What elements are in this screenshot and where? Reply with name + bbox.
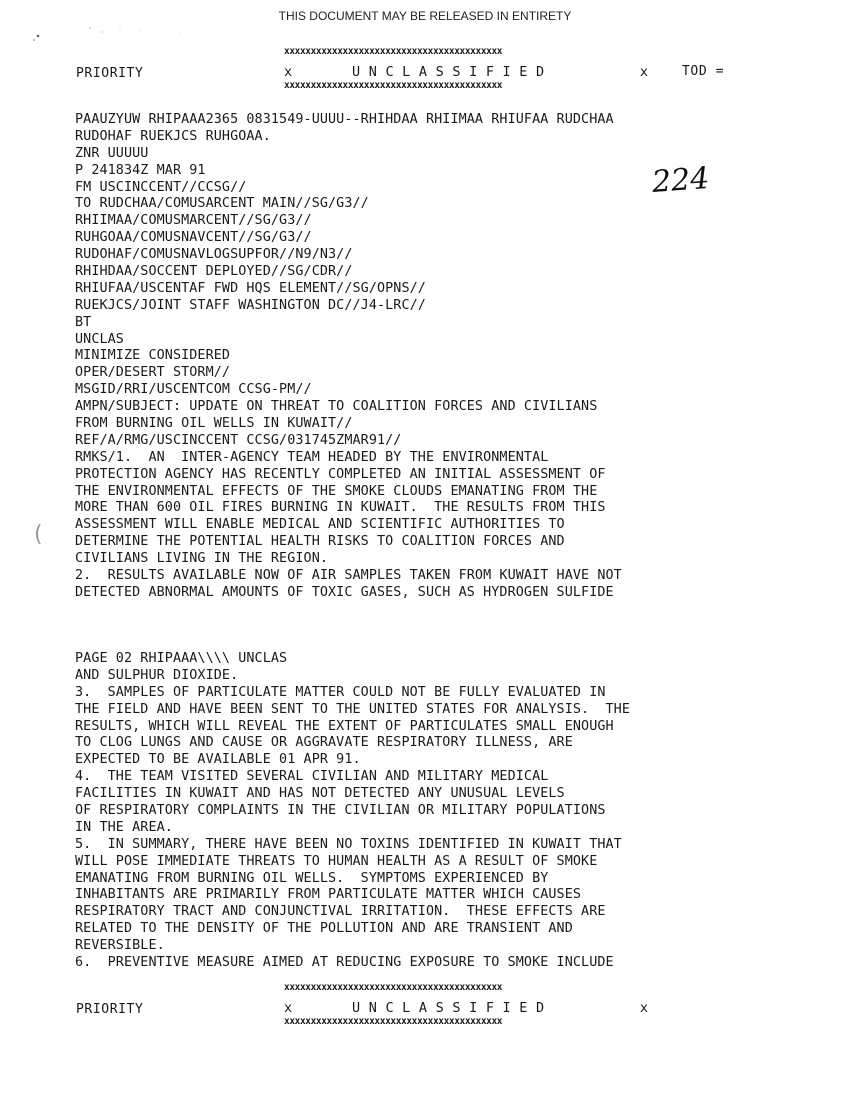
- header-priority: PRIORITY: [76, 66, 144, 81]
- message-line: INHABITANTS ARE PRIMARILY FROM PARTICULATE MATTER WHICH CAUSES: [75, 887, 582, 903]
- message-line: REF/A/RMG/USCINCCENT CCSG/031745ZMAR91//: [75, 432, 402, 448]
- footer-star-right: x: [639, 1000, 648, 1016]
- message-line: MINIMIZE CONSIDERED: [75, 348, 231, 364]
- message-line: THE FIELD AND HAVE BEEN SENT TO THE UNITED STATES FOR ANALYSIS. THE: [75, 701, 631, 717]
- header-banner: [0, 46, 850, 106]
- handwritten-page-number: 224: [650, 161, 711, 200]
- scan-bracket-mark: (: [34, 522, 43, 547]
- footer-banner: [0, 982, 850, 1042]
- message-line: RELATED TO THE DENSITY OF THE POLLUTION AND ARE TRANSIENT AND: [75, 921, 573, 937]
- message-line: CIVILIANS LIVING IN THE REGION.: [75, 551, 329, 567]
- message-line: FM USCINCCENT//CCSG//: [75, 179, 247, 195]
- message-line: RUDOHAF RUEKJCS RUHGOAA.: [75, 128, 271, 144]
- message-line: RHIUFAA/USCENTAF FWD HQS ELEMENT//SG/OPNS//: [75, 280, 426, 296]
- message-line: 3. SAMPLES OF PARTICULATE MATTER COULD NOT BE FULLY EVALUATED IN: [75, 684, 606, 700]
- footer-classification: UNCLASSIFIED: [352, 1000, 553, 1016]
- message-line: OF RESPIRATORY COMPLAINTS IN THE CIVILIAN OR MILITARY POPULATIONS: [75, 803, 606, 819]
- message-line: MORE THAN 600 OIL FIRES BURNING IN KUWAIT. THE RESULTS FROM THIS: [75, 500, 606, 516]
- message-page-2: [75, 651, 775, 972]
- message-line: RMKS/1. AN INTER-AGENCY TEAM HEADED BY THE ENVIRONMENTAL: [75, 449, 549, 465]
- message-line: PAAUZYUW RHIPAAA2365 0831549-UUUU--RHIHDAA RHIIMAA RHIUFAA RUDCHAA: [75, 112, 614, 127]
- message-line: 5. IN SUMMARY, THERE HAVE BEEN NO TOXINS IDENTIFIED IN KUWAIT THAT: [75, 836, 622, 852]
- footer-star-left: x: [284, 1000, 293, 1016]
- message-line: IN THE AREA.: [75, 819, 173, 835]
- footer-priority: PRIORITY: [76, 1002, 144, 1017]
- message-line: RHIHDAA/SOCCENT DEPLOYED//SG/CDR//: [75, 264, 353, 280]
- message-line: OPER/DESERT STORM//: [75, 365, 231, 381]
- message-line: RUHGOAA/COMUSNAVCENT//SG/G3//: [75, 230, 312, 246]
- message-line: AMPN/SUBJECT: UPDATE ON THREAT TO COALITION FORCES AND CIVILIANS: [75, 399, 598, 415]
- message-line: PAGE 02 RHIPAAA\\\\ UNCLAS: [75, 651, 288, 666]
- message-line: FACILITIES IN KUWAIT AND HAS NOT DETECTED ANY UNUSUAL LEVELS: [75, 786, 565, 802]
- message-line: BT: [75, 314, 92, 330]
- message-line: 2. RESULTS AVAILABLE NOW OF AIR SAMPLES TAKEN FROM KUWAIT HAVE NOT: [75, 568, 622, 584]
- message-line: EXPECTED TO BE AVAILABLE 01 APR 91.: [75, 752, 361, 768]
- message-line: RESULTS, WHICH WILL REVEAL THE EXTENT OF PARTICULATES SMALL ENOUGH: [75, 718, 614, 734]
- message-line: TO RUDCHAA/COMUSARCENT MAIN//SG/G3//: [75, 196, 369, 212]
- message-line: REVERSIBLE.: [75, 938, 165, 954]
- message-line: P 241834Z MAR 91: [75, 162, 206, 178]
- header-x-row-bottom: xxxxxxxxxxxxxxxxxxxxxxxxxxxxxxxxxxxxxxxxx: [284, 80, 503, 91]
- header-tod: TOD =: [682, 64, 725, 79]
- message-line: PROTECTION AGENCY HAS RECENTLY COMPLETED AN INITIAL ASSESSMENT OF: [75, 466, 606, 482]
- header-star-right: x: [639, 64, 648, 80]
- message-line: THE ENVIRONMENTAL EFFECTS OF THE SMOKE CLOUDS EMANATING FROM THE: [75, 483, 598, 499]
- message-line: MSGID/RRI/USCENTCOM CCSG-PM//: [75, 382, 312, 398]
- message-line: AND SULPHUR DIOXIDE.: [75, 667, 239, 683]
- footer-x-row-bottom: xxxxxxxxxxxxxxxxxxxxxxxxxxxxxxxxxxxxxxxxx: [284, 1016, 503, 1027]
- message-line: ASSESSMENT WILL ENABLE MEDICAL AND SCIENTIFIC AUTHORITIES TO: [75, 517, 565, 533]
- header-classification: UNCLASSIFIED: [352, 64, 553, 80]
- message-line: RUEKJCS/JOINT STAFF WASHINGTON DC//J4-LRC//: [75, 297, 426, 313]
- message-line: FROM BURNING OIL WELLS IN KUWAIT//: [75, 416, 353, 432]
- message-line: UNCLAS: [75, 331, 124, 347]
- message-line: WILL POSE IMMEDIATE THREATS TO HUMAN HEALTH AS A RESULT OF SMOKE: [75, 853, 598, 869]
- message-line: ZNR UUUUU: [75, 145, 149, 161]
- release-notice: THIS DOCUMENT MAY BE RELEASED IN ENTIRETY: [278, 9, 572, 23]
- message-line: DETECTED ABNORMAL AMOUNTS OF TOXIC GASES, SUCH AS HYDROGEN SULFIDE: [75, 584, 614, 600]
- header-star-left: x: [284, 64, 293, 80]
- message-line: DETERMINE THE POTENTIAL HEALTH RISKS TO COALITION FORCES AND: [75, 534, 565, 550]
- footer-x-row-top: xxxxxxxxxxxxxxxxxxxxxxxxxxxxxxxxxxxxxxxxx: [284, 982, 503, 993]
- message-line: RUDOHAF/COMUSNAVLOGSUPFOR//N9/N3//: [75, 247, 353, 263]
- message-line: 4. THE TEAM VISITED SEVERAL CIVILIAN AND MILITARY MEDICAL: [75, 769, 549, 785]
- message-line: RESPIRATORY TRACT AND CONJUNCTIVAL IRRITATION. THESE EFFECTS ARE: [75, 904, 606, 920]
- header-x-row-top: xxxxxxxxxxxxxxxxxxxxxxxxxxxxxxxxxxxxxxxxx: [284, 46, 503, 57]
- message-line: RHIIMAA/COMUSMARCENT//SG/G3//: [75, 213, 312, 229]
- message-line: TO CLOG LUNGS AND CAUSE OR AGGRAVATE RESPIRATORY ILLNESS, ARE: [75, 735, 573, 751]
- message-line: 6. PREVENTIVE MEASURE AIMED AT REDUCING EXPOSURE TO SMOKE INCLUDE: [75, 955, 614, 971]
- message-line: EMANATING FROM BURNING OIL WELLS. SYMPTOMS EXPERIENCED BY: [75, 870, 549, 886]
